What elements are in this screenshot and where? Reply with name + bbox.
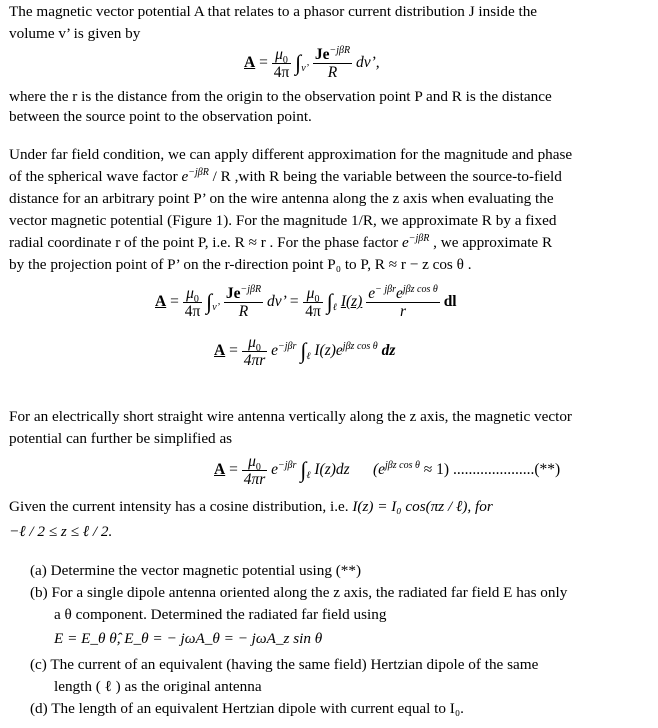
question-b-continued: a θ component. Determined the radiated far field using — [54, 606, 387, 623]
intro-line-1: The magnetic vector potential A that relates to a phasor current distribution J inside the — [9, 3, 538, 20]
farfield-line-3: distance for an arbitrary point P’ on the wire antenna along the z axis when evaluating the — [9, 190, 554, 207]
given-line-1: Given the current intensity has a cosine distribution, i.e. I(z) = I₀ cos(πz / ℓ), for — [9, 498, 493, 515]
farfield-line-4: vector magnetic potential (Figure 1). For the magnitude 1/R, we approximate R by a fixed — [9, 212, 557, 229]
farfield-line-6: by the projection point of P’ on the r-direction point P₀ to P, R ≈ r − z cos θ . — [9, 256, 472, 273]
question-c-continued: length ( ℓ ) as the original antenna — [54, 678, 262, 695]
question-b: (b) For a single dipole antenna oriented along the z axis, the radiated far field E has only — [30, 584, 568, 601]
equation-vector-potential: A = $\frac{\mu_0}{4\pi}$ $\int_{v’}$ $\frac{Je^{-j\beta R}}{R}$ dv’, — [244, 44, 380, 81]
intro-line-3: where the r is the distance from the origin to the observation point P and R is the distance — [9, 88, 552, 105]
farfield-line-1: Under far field condition, we can apply different approximation for the magnitude and phase — [9, 146, 573, 163]
eq1-integrand: $\frac{Je^{-j\beta R}}{R}$ — [314, 44, 351, 81]
equation-far-field-expansion: A = $\frac{\mu_0}{4\pi}$ $\int_{v’}$ $\frac{Je^{-j\beta R}}{R}$ dv’ = $\frac{\mu_0}{4\pi}$ $\int_\ell$ I(z) $\frac{e^{- j\beta r}e^{j\beta z cos \theta}}{r}$ dl — [155, 283, 457, 320]
equation-short-antenna: A = $\frac{\mu_0}{4\pi r}$ $e^{-j\beta r}$ $\int_\ell$ I(z)dz $(e^{j\beta z cos \theta} \approx 1)$ .....................(**) — [214, 453, 561, 488]
equation-label: .....................(**) — [452, 461, 561, 479]
question-a: (a) Determine the vector magnetic potential using (**) — [30, 562, 362, 579]
short-antenna-line-1: For an electrically short straight wire antenna vertically along the z axis, the magnetic vector — [9, 408, 572, 425]
farfield-line-5: radial coordinate r of the point P, i.e. R ≈ r . For the phase factor $e^{-j\beta R}$ , we approximate R — [9, 232, 553, 251]
farfield-line-2: of the spherical wave factor $e^{-j\beta R}$ / R ,with R being the variable between the source-to-field — [9, 166, 562, 185]
intro-line-4: between the source point to the observation point. — [9, 108, 312, 125]
question-c: (c) The current of an equivalent (having the same field) Hertzian dipole of the same — [30, 656, 539, 673]
eq1-coefficient: $\frac{\mu_0}{4\pi}$ — [273, 46, 290, 81]
question-d: (d) The length of an equivalent Hertzian dipole with current equal to I₀. — [30, 700, 464, 717]
given-line-2: −ℓ / 2 ≤ z ≤ ℓ / 2. — [9, 523, 113, 540]
intro-line-2: volume v’ is given by — [9, 25, 141, 42]
equation-far-field-simplified: A = $\frac{\mu_0}{4\pi r}$ $e^{-j\beta r}$ $\int_\ell$ $I(z)e^{j\beta z cos \theta}$ dz — [214, 334, 396, 369]
question-b-formula: E = E_θ θ̂, E_θ = − jωA_θ = − jωA_z sin θ — [54, 630, 323, 647]
eq1-lhs: A — [244, 54, 256, 72]
short-antenna-line-2: potential can further be simplified as — [9, 430, 233, 447]
